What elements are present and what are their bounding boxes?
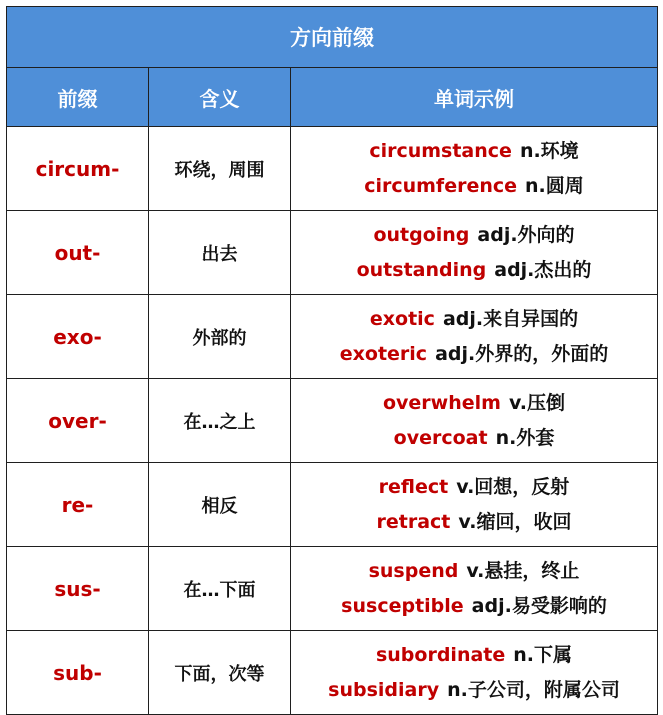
examples-cell: [291, 379, 658, 463]
prefix-cell: re-: [7, 463, 149, 547]
example-word: subordinate: [375, 643, 506, 666]
example-line: [292, 638, 656, 673]
example-line: [292, 302, 656, 337]
example-line: [292, 169, 656, 204]
table-row: [7, 547, 658, 631]
examples-cell: [291, 547, 658, 631]
example-word: outgoing: [373, 223, 470, 246]
meaning-cell: 相反: [149, 463, 291, 547]
prefix-cell: exo-: [7, 295, 149, 379]
example-line: [292, 554, 656, 589]
example-word: subsidiary: [328, 678, 440, 701]
meaning-cell: 在…下面: [149, 547, 291, 631]
example-line: [292, 470, 656, 505]
prefix-table: [6, 6, 658, 715]
meaning-cell: 出去: [149, 211, 291, 295]
example-word: exotic: [369, 307, 435, 330]
example-line: [292, 134, 656, 169]
example-gloss: n.子公司，附属公司: [447, 678, 620, 701]
example-line: [292, 253, 656, 288]
prefix-cell: out-: [7, 211, 149, 295]
meaning-cell: 在…之上: [149, 379, 291, 463]
example-gloss: v.缩回，收回: [458, 510, 572, 533]
example-word: suspend: [368, 559, 459, 582]
prefix-cell: sus-: [7, 547, 149, 631]
table-row: [7, 631, 658, 715]
example-word: overwhelm: [382, 391, 501, 414]
example-gloss: adj.杰出的: [494, 258, 592, 281]
prefix-cell: circum-: [7, 127, 149, 211]
column-header-meaning: 含义: [149, 68, 291, 127]
table-title: 方向前缀: [7, 7, 658, 68]
example-word: reflect: [378, 475, 449, 498]
example-gloss: v.压倒: [508, 391, 566, 414]
table-header-row: [7, 68, 658, 127]
prefix-cell: sub-: [7, 631, 149, 715]
example-word: exoteric: [339, 342, 428, 365]
examples-cell: [291, 631, 658, 715]
prefix-table-container: [6, 6, 657, 715]
example-word: circumstance: [369, 139, 512, 162]
example-gloss: n.外套: [495, 426, 555, 449]
example-gloss: n.环境: [519, 139, 579, 162]
example-gloss: v.回想，反射: [456, 475, 570, 498]
example-gloss: adj.外界的，外面的: [435, 342, 609, 365]
example-word: susceptible: [341, 594, 464, 617]
example-line: [292, 673, 656, 708]
table-row: [7, 127, 658, 211]
example-gloss: n.下属: [513, 643, 573, 666]
example-line: [292, 386, 656, 421]
table-row: [7, 211, 658, 295]
table-row: [7, 295, 658, 379]
example-gloss: v.悬挂，终止: [466, 559, 580, 582]
example-word: outstanding: [356, 258, 487, 281]
example-line: [292, 505, 656, 540]
examples-cell: [291, 127, 658, 211]
meaning-cell: 外部的: [149, 295, 291, 379]
example-line: [292, 589, 656, 624]
table-row: [7, 379, 658, 463]
meaning-cell: 环绕，周围: [149, 127, 291, 211]
table-title-row: [7, 7, 658, 68]
example-gloss: adj.易受影响的: [471, 594, 607, 617]
example-gloss: adj.外向的: [477, 223, 575, 246]
prefix-cell: over-: [7, 379, 149, 463]
examples-cell: [291, 211, 658, 295]
example-word: circumference: [364, 174, 518, 197]
examples-cell: [291, 463, 658, 547]
example-word: retract: [376, 510, 451, 533]
example-gloss: n.圆周: [525, 174, 584, 197]
meaning-cell: 下面，次等: [149, 631, 291, 715]
column-header-prefix: 前缀: [7, 68, 149, 127]
column-header-examples: 单词示例: [291, 68, 658, 127]
example-gloss: adj.来自异国的: [442, 307, 579, 330]
example-line: [292, 337, 656, 372]
table-row: [7, 463, 658, 547]
examples-cell: [291, 295, 658, 379]
example-word: overcoat: [393, 426, 488, 449]
example-line: [292, 218, 656, 253]
example-line: [292, 421, 656, 456]
